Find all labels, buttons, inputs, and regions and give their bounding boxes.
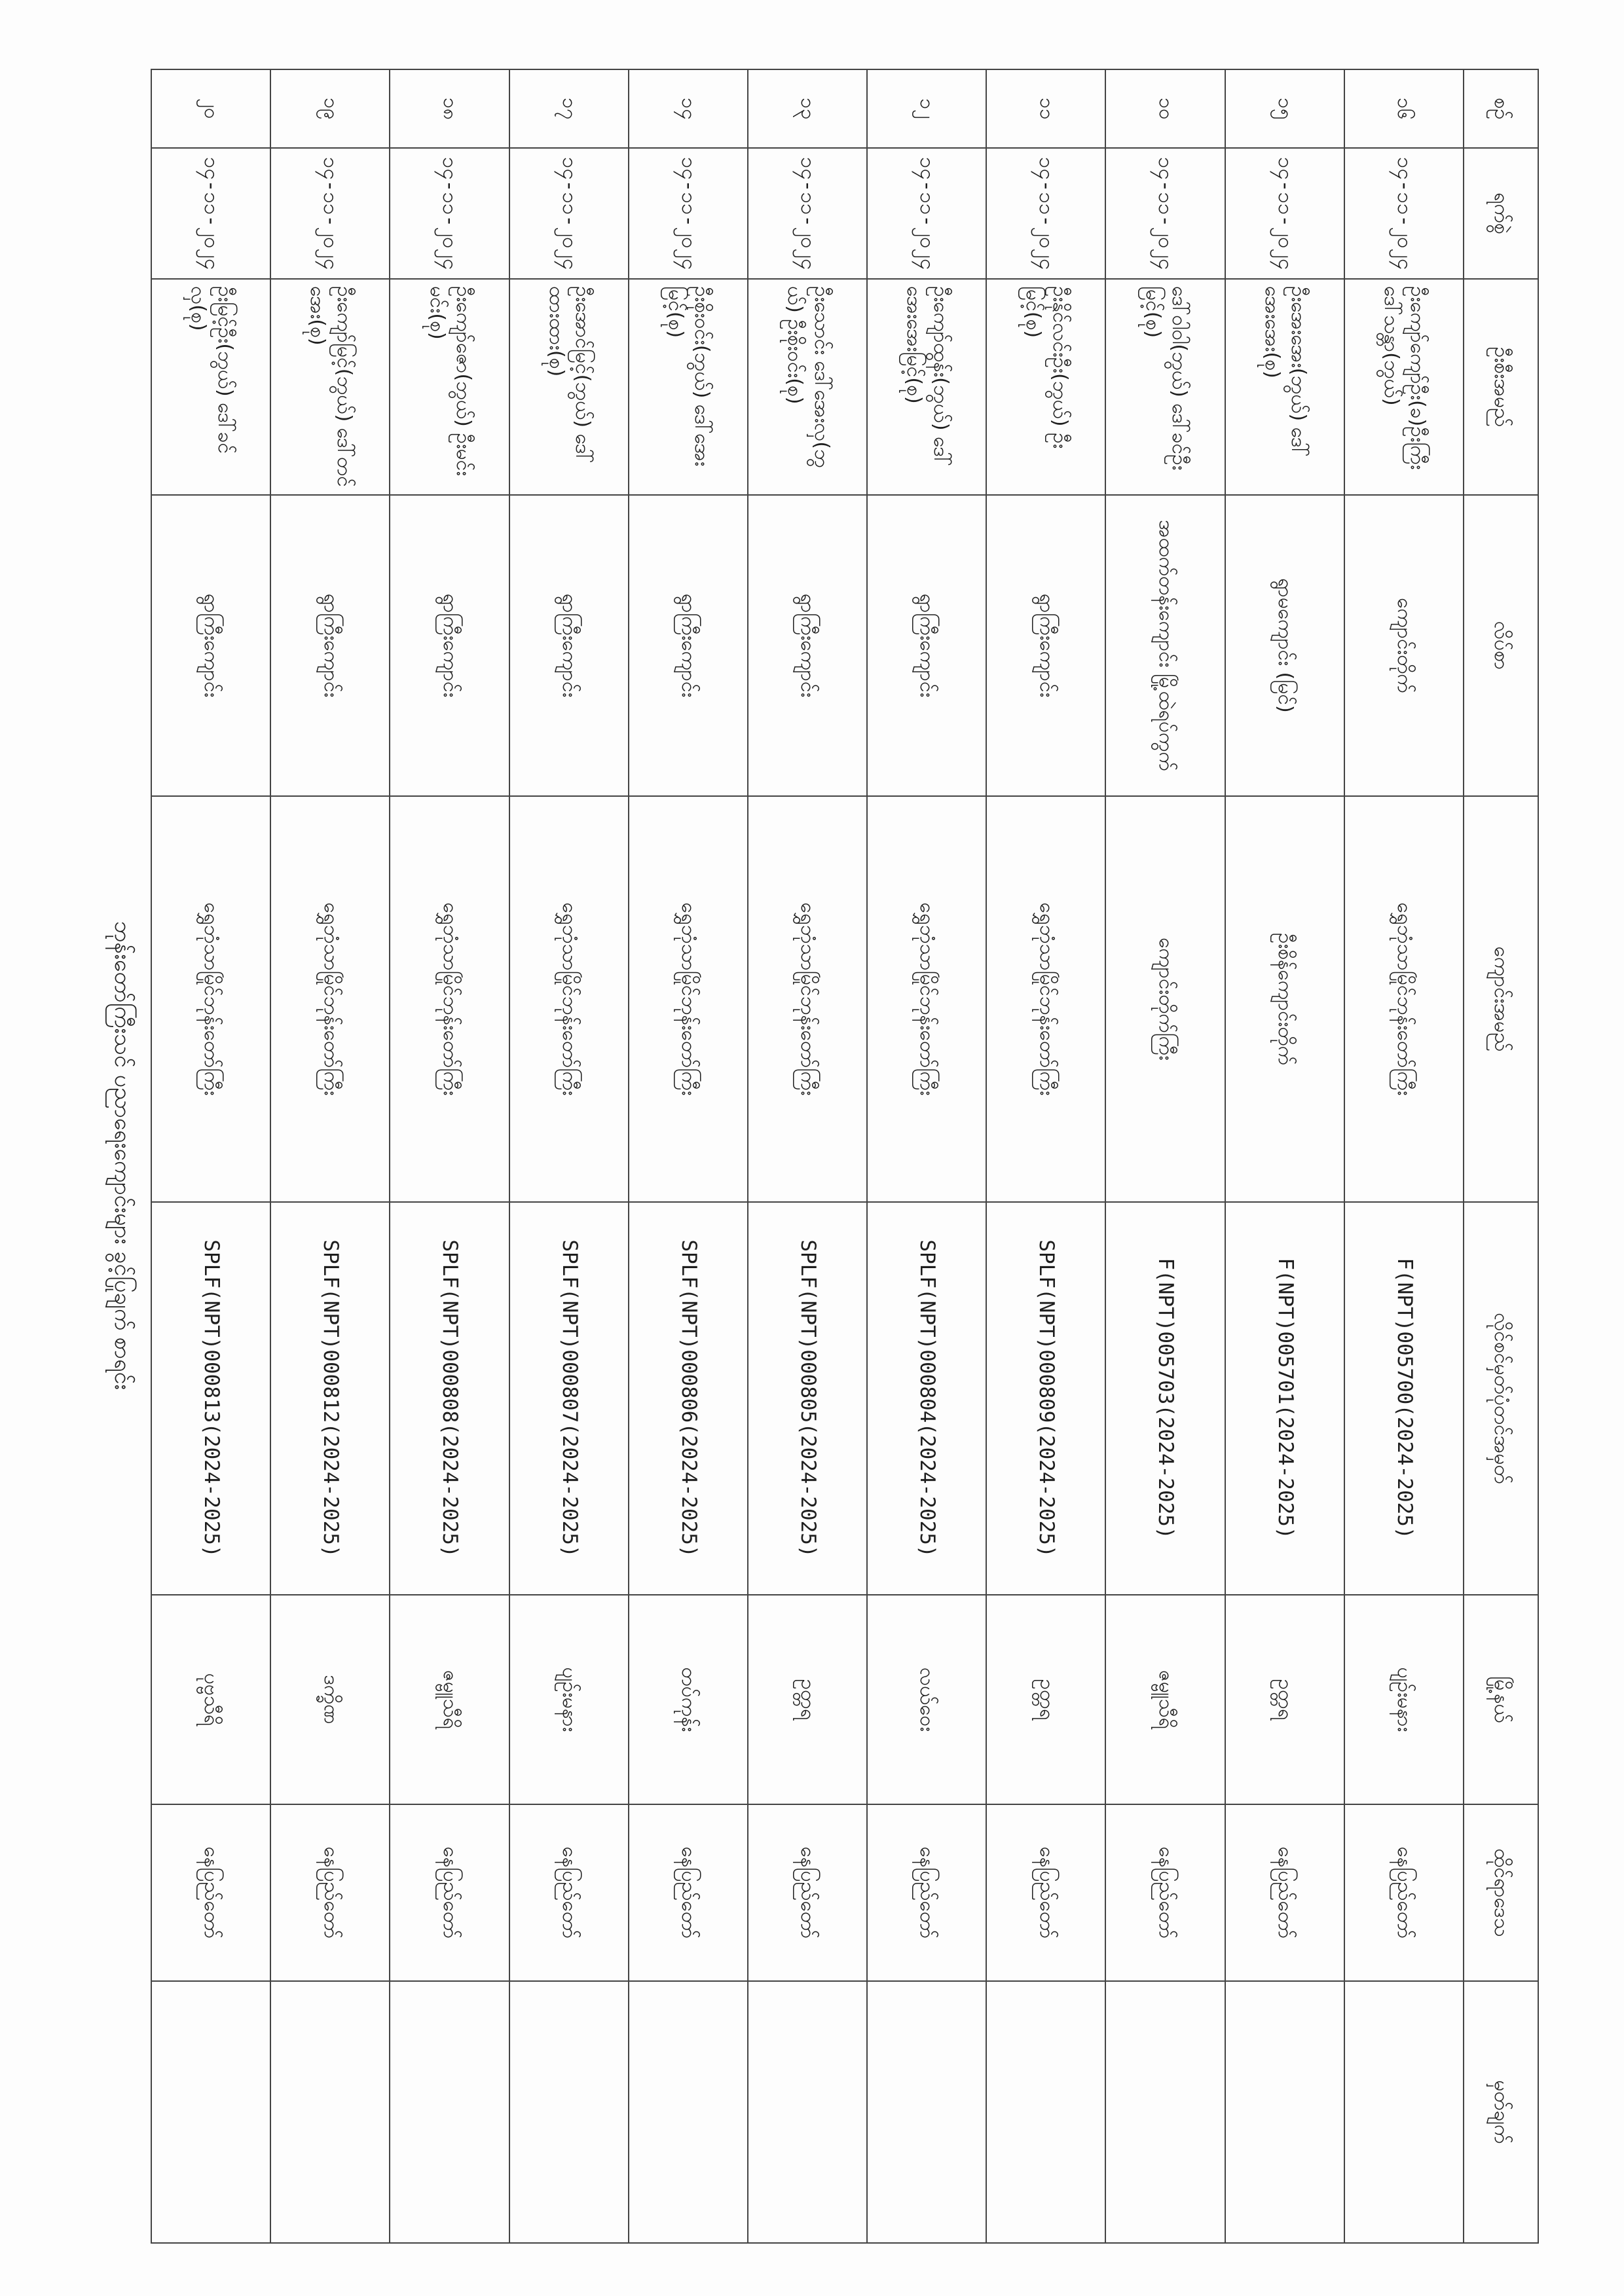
cell-remark [629, 1981, 748, 2243]
cell-license: SPLF(NPT)000808(2024-2025) [390, 1202, 509, 1595]
table-row [867, 69, 986, 2243]
cell-no: ၁၈ [390, 69, 509, 148]
cell-name: ဦးအောင်မြင့်(ဘွယ်) ဒေါ်ထားထား(စု) [509, 279, 629, 495]
cell-no: ၂၀ [151, 69, 270, 148]
table-row [151, 69, 270, 2243]
cell-town: လယ်ဝေး [867, 1595, 986, 1804]
cell-date: ၁၄-၁၁-၂၀၂၄ [629, 148, 748, 279]
cell-address: ရွာကြီးကျောင်း [151, 495, 270, 796]
cell-date: ၁၄-၁၁-၂၀၂၄ [1225, 148, 1344, 279]
document-title: ဘုန်းတော်ကြီးသင် ပညာရေးကျောင်းများ ခွင့်ပြုချက် စာရင်း [109, 920, 136, 1391]
cell-remark [867, 1981, 986, 2243]
cell-license: SPLF(NPT)000806(2024-2025) [629, 1202, 748, 1595]
header-registry: ကျောင်းအမည် [1464, 796, 1538, 1202]
cell-registry: ရွှေဘုံသာမြိုင်ဘုန်းတော်ကြီး [748, 796, 867, 1202]
header-license: လိုင်စင်မှတ်ပုံတင်အမှတ် [1464, 1202, 1538, 1595]
cell-region: နေပြည်တော် [1344, 1804, 1464, 1981]
cell-registry: ရွှေဘုံသာမြိုင်ဘုန်းတော်ကြီး [867, 796, 986, 1202]
cell-town: တပ်ကုန်း [629, 1595, 748, 1804]
table-row [270, 69, 390, 2243]
table-row [1225, 69, 1344, 2243]
table-row [748, 69, 867, 2243]
cell-region: နေပြည်တော် [867, 1804, 986, 1981]
cell-address: ရွာကြီးကျောင်း [986, 495, 1105, 796]
header-date: ရက်စွဲ [1464, 148, 1538, 279]
cell-no: ၁၁ [986, 69, 1105, 148]
cell-date: ၁၄-၁၁-၂၀၂၄ [270, 148, 390, 279]
cell-date: ၁၄-၁၁-၂၀၂၄ [748, 148, 867, 279]
cell-no: ၁၄ [629, 69, 748, 148]
cell-region: နေပြည်တော် [509, 1804, 629, 1981]
cell-license: SPLF(NPT)000809(2024-2025) [986, 1202, 1105, 1595]
cell-name: ဦးနိုင်လင်းဦး(ဘွယ်) ဦးမြင့်(စု) [986, 279, 1105, 495]
cell-region: နေပြည်တော် [1105, 1804, 1225, 1981]
cell-name: ဦးမြင့်ဦး(ဘွယ်) ဒေါ်ခင်လှ(စု) [151, 279, 270, 495]
cell-name: ဦးကျော်ထွန်း(ဘွယ်) ဒေါ်အေးအေးမြင့်(စု) [867, 279, 986, 495]
cell-remark [151, 1981, 270, 2243]
cell-date: ၁၄-၁၁-၂၀၂၄ [986, 148, 1105, 279]
cell-name: ဒေါ်ဝါဝါ(ဘွယ်) ဒေါ်ခင်ဦးမြင့်(စု) [1105, 279, 1225, 495]
table-row [1344, 69, 1464, 2243]
header-region: ထိုင်ရာဒေသ [1464, 1804, 1538, 1981]
cell-no: ၁၃ [748, 69, 867, 148]
cell-region: နေပြည်တော် [390, 1804, 509, 1981]
cell-license: F(NPT)005701(2024-2025) [1225, 1202, 1344, 1595]
cell-town: ဥတ္တရ [1225, 1595, 1344, 1804]
cell-license: SPLF(NPT)000804(2024-2025) [867, 1202, 986, 1595]
cell-town: ဇမ္ဗူသီရိ [1105, 1595, 1225, 1804]
cell-town: ဇမ္ဗူသီရိ [390, 1595, 509, 1804]
cell-date: ၁၄-၁၁-၂၀၂၄ [1105, 148, 1225, 279]
cell-remark [509, 1981, 629, 2243]
cell-town: ဒက္ခိဏ [270, 1595, 390, 1804]
cell-name: ဦးအေးအေး(ဘွယ်) ဒေါ်အေးအေး(စု) [1225, 279, 1344, 495]
cell-name: ဦးကျော်ဇော(ဘွယ်) ဦးမင်းမင်း(စု) [390, 279, 509, 495]
cell-no: ၁၉ [270, 69, 390, 148]
cell-town: ဥတ္တရ [748, 1595, 867, 1804]
cell-license: SPLF(NPT)000812(2024-2025) [270, 1202, 390, 1595]
cell-date: ၁၄-၁၁-၂၀၂၄ [390, 148, 509, 279]
cell-license: SPLF(NPT)000813(2024-2025) [151, 1202, 270, 1595]
cell-registry: ရွှေဘုံသာမြိုင်ဘုန်းတော်ကြီး [986, 796, 1105, 1202]
table-row [509, 69, 629, 2243]
cell-license: SPLF(NPT)000805(2024-2025) [748, 1202, 867, 1595]
cell-address: ရွာကြီးကျောင်း [748, 495, 867, 796]
table-row [390, 69, 509, 2243]
cell-no: ၁၇ [509, 69, 629, 148]
table-row [629, 69, 748, 2243]
cell-license: F(NPT)005700(2024-2025) [1344, 1202, 1464, 1595]
cell-remark [390, 1981, 509, 2243]
header-name: ဦးစီးအမည် [1464, 279, 1538, 495]
header-remark: မှတ်ချက် [1464, 1981, 1538, 2243]
cell-name: ဦးကျော်ကျော်ဦး(ခ)ဦးကြီး ဒေါ်သန္တာ(ဘွယ်) [1344, 279, 1464, 495]
cell-registry: ကျောင်းတိုက်ကြီး [1105, 796, 1225, 1202]
cell-name: ဦးစိုးဝင်း(ဘွယ်) ဒေါ်အေးမြင့်(စု) [629, 279, 748, 495]
cell-no: ၁၅ [1225, 69, 1344, 148]
cell-no: ၁၀ [1105, 69, 1225, 148]
cell-registry: ရွှေဘုံသာမြိုင်ဘုန်းတော်ကြီး [629, 796, 748, 1202]
cell-address: ရွာကြီးကျောင်း [270, 495, 390, 796]
cell-address: ရွာကြီးကျောင်း [390, 495, 509, 796]
cell-address: ရွာကြီးကျောင်း [867, 495, 986, 796]
cell-address: အထက်တန်းကျောင်း မြို့ထဲရပ်ကွက် [1105, 495, 1225, 796]
cell-address: ရွာကြီးကျောင်း [509, 495, 629, 796]
cell-town: ပျဉ်းမနား [509, 1595, 629, 1804]
rotated-document-frame [92, 69, 1539, 2242]
cell-remark [748, 1981, 867, 2243]
cell-registry: ရွှေဘုံသာမြိုင်ဘုန်းတော်ကြီး [151, 796, 270, 1202]
cell-remark [270, 1981, 390, 2243]
cell-registry: ရွှေဘုံသာမြိုင်ဘုန်းတော်ကြီး [509, 796, 629, 1202]
cell-address: ရွာကြီးကျောင်း [629, 495, 748, 796]
cell-region: နေပြည်တော် [270, 1804, 390, 1981]
cell-remark [1344, 1981, 1464, 2243]
cell-no: ၁၆ [1344, 69, 1464, 148]
cell-license: SPLF(NPT)000807(2024-2025) [509, 1202, 629, 1595]
cell-region: နေပြည်တော် [748, 1804, 867, 1981]
cell-address: ကျောင်းတိုက် [1344, 495, 1464, 796]
cell-town: ဥတ္တရ [986, 1595, 1105, 1804]
license-table [151, 69, 1539, 2244]
cell-registry: ရွှေဘုံသာမြိုင်ဘုန်းတော်ကြီး [1344, 796, 1464, 1202]
cell-registry: ဦးစိန်ကျောင်းတိုက် [1225, 796, 1344, 1202]
cell-date: ၁၄-၁၁-၂၀၂၄ [867, 148, 986, 279]
cell-remark [1105, 1981, 1225, 2243]
cell-date: ၁၄-၁၁-၂၀၂၄ [151, 148, 270, 279]
table-row [986, 69, 1105, 2243]
cell-town: ပုဗ္ဗသီရိ [151, 1595, 270, 1804]
header-no: စဉ် [1464, 69, 1538, 148]
cell-name: ဦးသောင်း ဒေါ်အေးလှ(ဘွယ်) ဦးစိုးဝင်း(စု) [748, 279, 867, 495]
cell-town: ပျဉ်းမနား [1344, 1595, 1464, 1804]
table-header-row [1464, 69, 1538, 2243]
cell-remark [986, 1981, 1105, 2243]
cell-region: နေပြည်တော် [986, 1804, 1105, 1981]
header-town: မြို့နယ် [1464, 1595, 1538, 1804]
cell-remark [1225, 1981, 1344, 2243]
cell-address: ရွာမကျောင်း (မြင်) [1225, 495, 1344, 796]
table-row [1105, 69, 1225, 2243]
cell-registry: ရွှေဘုံသာမြိုင်ဘုန်းတော်ကြီး [270, 796, 390, 1202]
cell-region: နေပြည်တော် [629, 1804, 748, 1981]
cell-date: ၁၄-၁၁-၂၀၂၄ [1344, 148, 1464, 279]
cell-registry: ရွှေဘုံသာမြိုင်ဘုန်းတော်ကြီး [390, 796, 509, 1202]
cell-region: နေပြည်တော် [1225, 1804, 1344, 1981]
header-address: လိပ်စာ [1464, 495, 1538, 796]
cell-license: F(NPT)005703(2024-2025) [1105, 1202, 1225, 1595]
cell-region: နေပြည်တော် [151, 1804, 270, 1981]
cell-date: ၁၄-၁၁-၂၀၂၄ [509, 148, 629, 279]
cell-no: ၁၂ [867, 69, 986, 148]
cell-name: ဦးကျော်မြင့်(ဘွယ်) ဒေါ်တင်အေး(စု) [270, 279, 390, 495]
